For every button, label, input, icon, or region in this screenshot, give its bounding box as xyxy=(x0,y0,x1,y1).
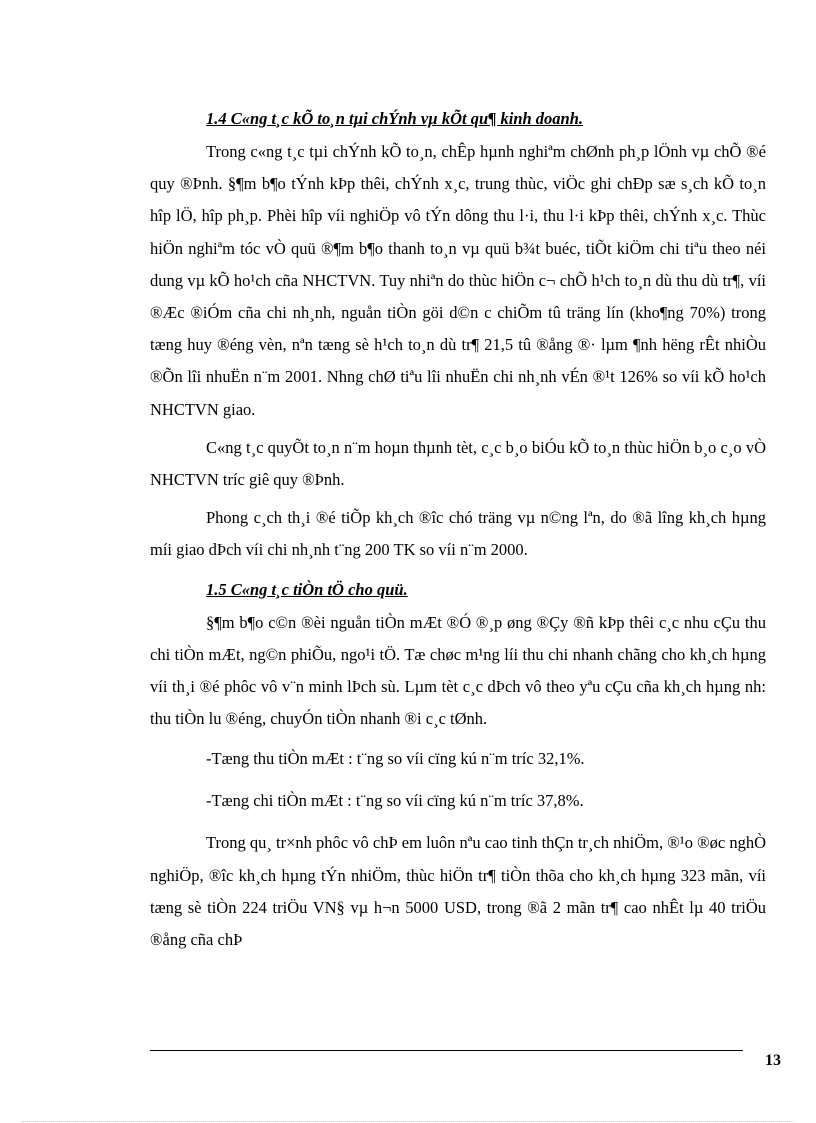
paragraph-accounting-3: Phong c¸ch th¸i ®é tiÕp kh¸ch ®îc chó träng vµ n©ng lªn, do ®ã lîng kh¸ch hµng míi giao dÞch víi chi nh¸nh t¨ng 200 TK so víi n¨m 2000. xyxy=(150,508,766,560)
section-heading-1-5: 1.5 C«ng t¸c tiÒn tÖ cho quü. xyxy=(206,579,408,599)
bullet-cash-income: -Tæng thu tiÒn mÆt : t¨ng so víi cïng kú n¨m tríc 32,1%. xyxy=(206,749,585,769)
page-content xyxy=(150,104,766,962)
paragraph-accounting-2: C«ng t¸c quyÕt to¸n n¨m hoµn thµnh tèt, c¸c b¸o biÓu kÕ to¸n thùc hiÖn b¸o c¸o vÒ NHCTVN tríc giê quy ®Þnh. xyxy=(150,437,766,490)
paragraph-accounting-1: Trong c«ng t¸c tµi chÝnh kÕ to¸n, chÊp hµnh nghiªm chØnh ph¸p lÖnh vµ chÕ ®é quy ®Þnh. §¶m b¶o tÝnh kÞp thêi, chÝnh x¸c, trung thùc, viÖc ghi chÐp sæ s¸ch kÕ to¸n hîp lÖ, hîp ph¸p. Phèi hîp víi nghiÖp vô tÝn dông thu l·i, thu l·i kÞp thêi, chÝnh x¸c. Thùc hiÖn nghiªm tóc vÒ quü ®¶m b¶o thanh to¸n vµ quü b¾t buéc, tiÕt kiÖm chi tiªu theo néi dung vµ kÕ ho¹ch cña NHCTVN. Tuy nhiªn do thùc hiÖn c¬ chÕ h¹ch to¸n dù thu dù tr¶, víi ®Æc ®iÓm cña chi nh¸nh, nguån tiÒn göi d©n c chiÕm tû träng lín (kho¶ng 70%) trong tæng huy ®éng vèn, nªn tæng sè h¹ch to¸n dù tr¶ 21,5 tû ®ång ®· lµm ¶nh hëng rÊt nhiÒu ®Õn lîi nhuËn n¨m 2001. Nhng chØ tiªu lîi nhuËn chi nh¸nh vÉn ®¹t 126% so víi kÕ ho¹ch NHCTVN giao. xyxy=(150,142,766,419)
page-number: 13 xyxy=(765,1052,781,1069)
page-bottom-border xyxy=(22,1121,794,1122)
bullet-cash-expense: -Tæng chi tiÒn mÆt : t¨ng so víi cïng kú n¨m tríc 37,8%. xyxy=(206,791,584,811)
paragraph-cash-closing: Trong qu¸ tr×nh phôc vô chÞ em luôn nªu cao tinh thÇn tr¸ch nhiÖm, ®¹o ®øc nghÒ nghiÖp, ®îc kh¸ch hµng tÝn nhiÖm, thùc hiÖn tr¶ tiÒn thõa cho kh¸ch hµng 323 mãn, víi tæng sè tiÒn 224 triÖu VN§ vµ h¬n 5000 USD, trong ®ã 2 mãn tr¶ cao nhÊt lµ 40 triÖu ®ång cña chÞ xyxy=(150,833,766,950)
section-heading-1-4: 1.4 C«ng t¸c kÕ to¸n tµi chÝnh vµ kÕt qu¶ kinh doanh. xyxy=(206,109,584,128)
paragraph-cash-1: §¶m b¶o c©n ®èi nguån tiÒn mÆt ®Ó ®¸p øng ®Çy ®ñ kÞp thêi c¸c nhu cÇu thu chi tiÒn mÆt, ng©n phiÕu, ngo¹i tÖ. Tæ chøc m¹ng líi thu chi nhanh chãng cho kh¸ch hµng víi th¸i ®é phôc vô v¨n minh lÞch sù. Lµm tèt c¸c dÞch vô theo yªu cÇu cña kh¸ch hµng nh: thu tiÒn lu ®éng, chuyÓn tiÒn nhanh ®i c¸c tØnh. xyxy=(150,612,766,729)
footer-divider xyxy=(150,1050,743,1051)
